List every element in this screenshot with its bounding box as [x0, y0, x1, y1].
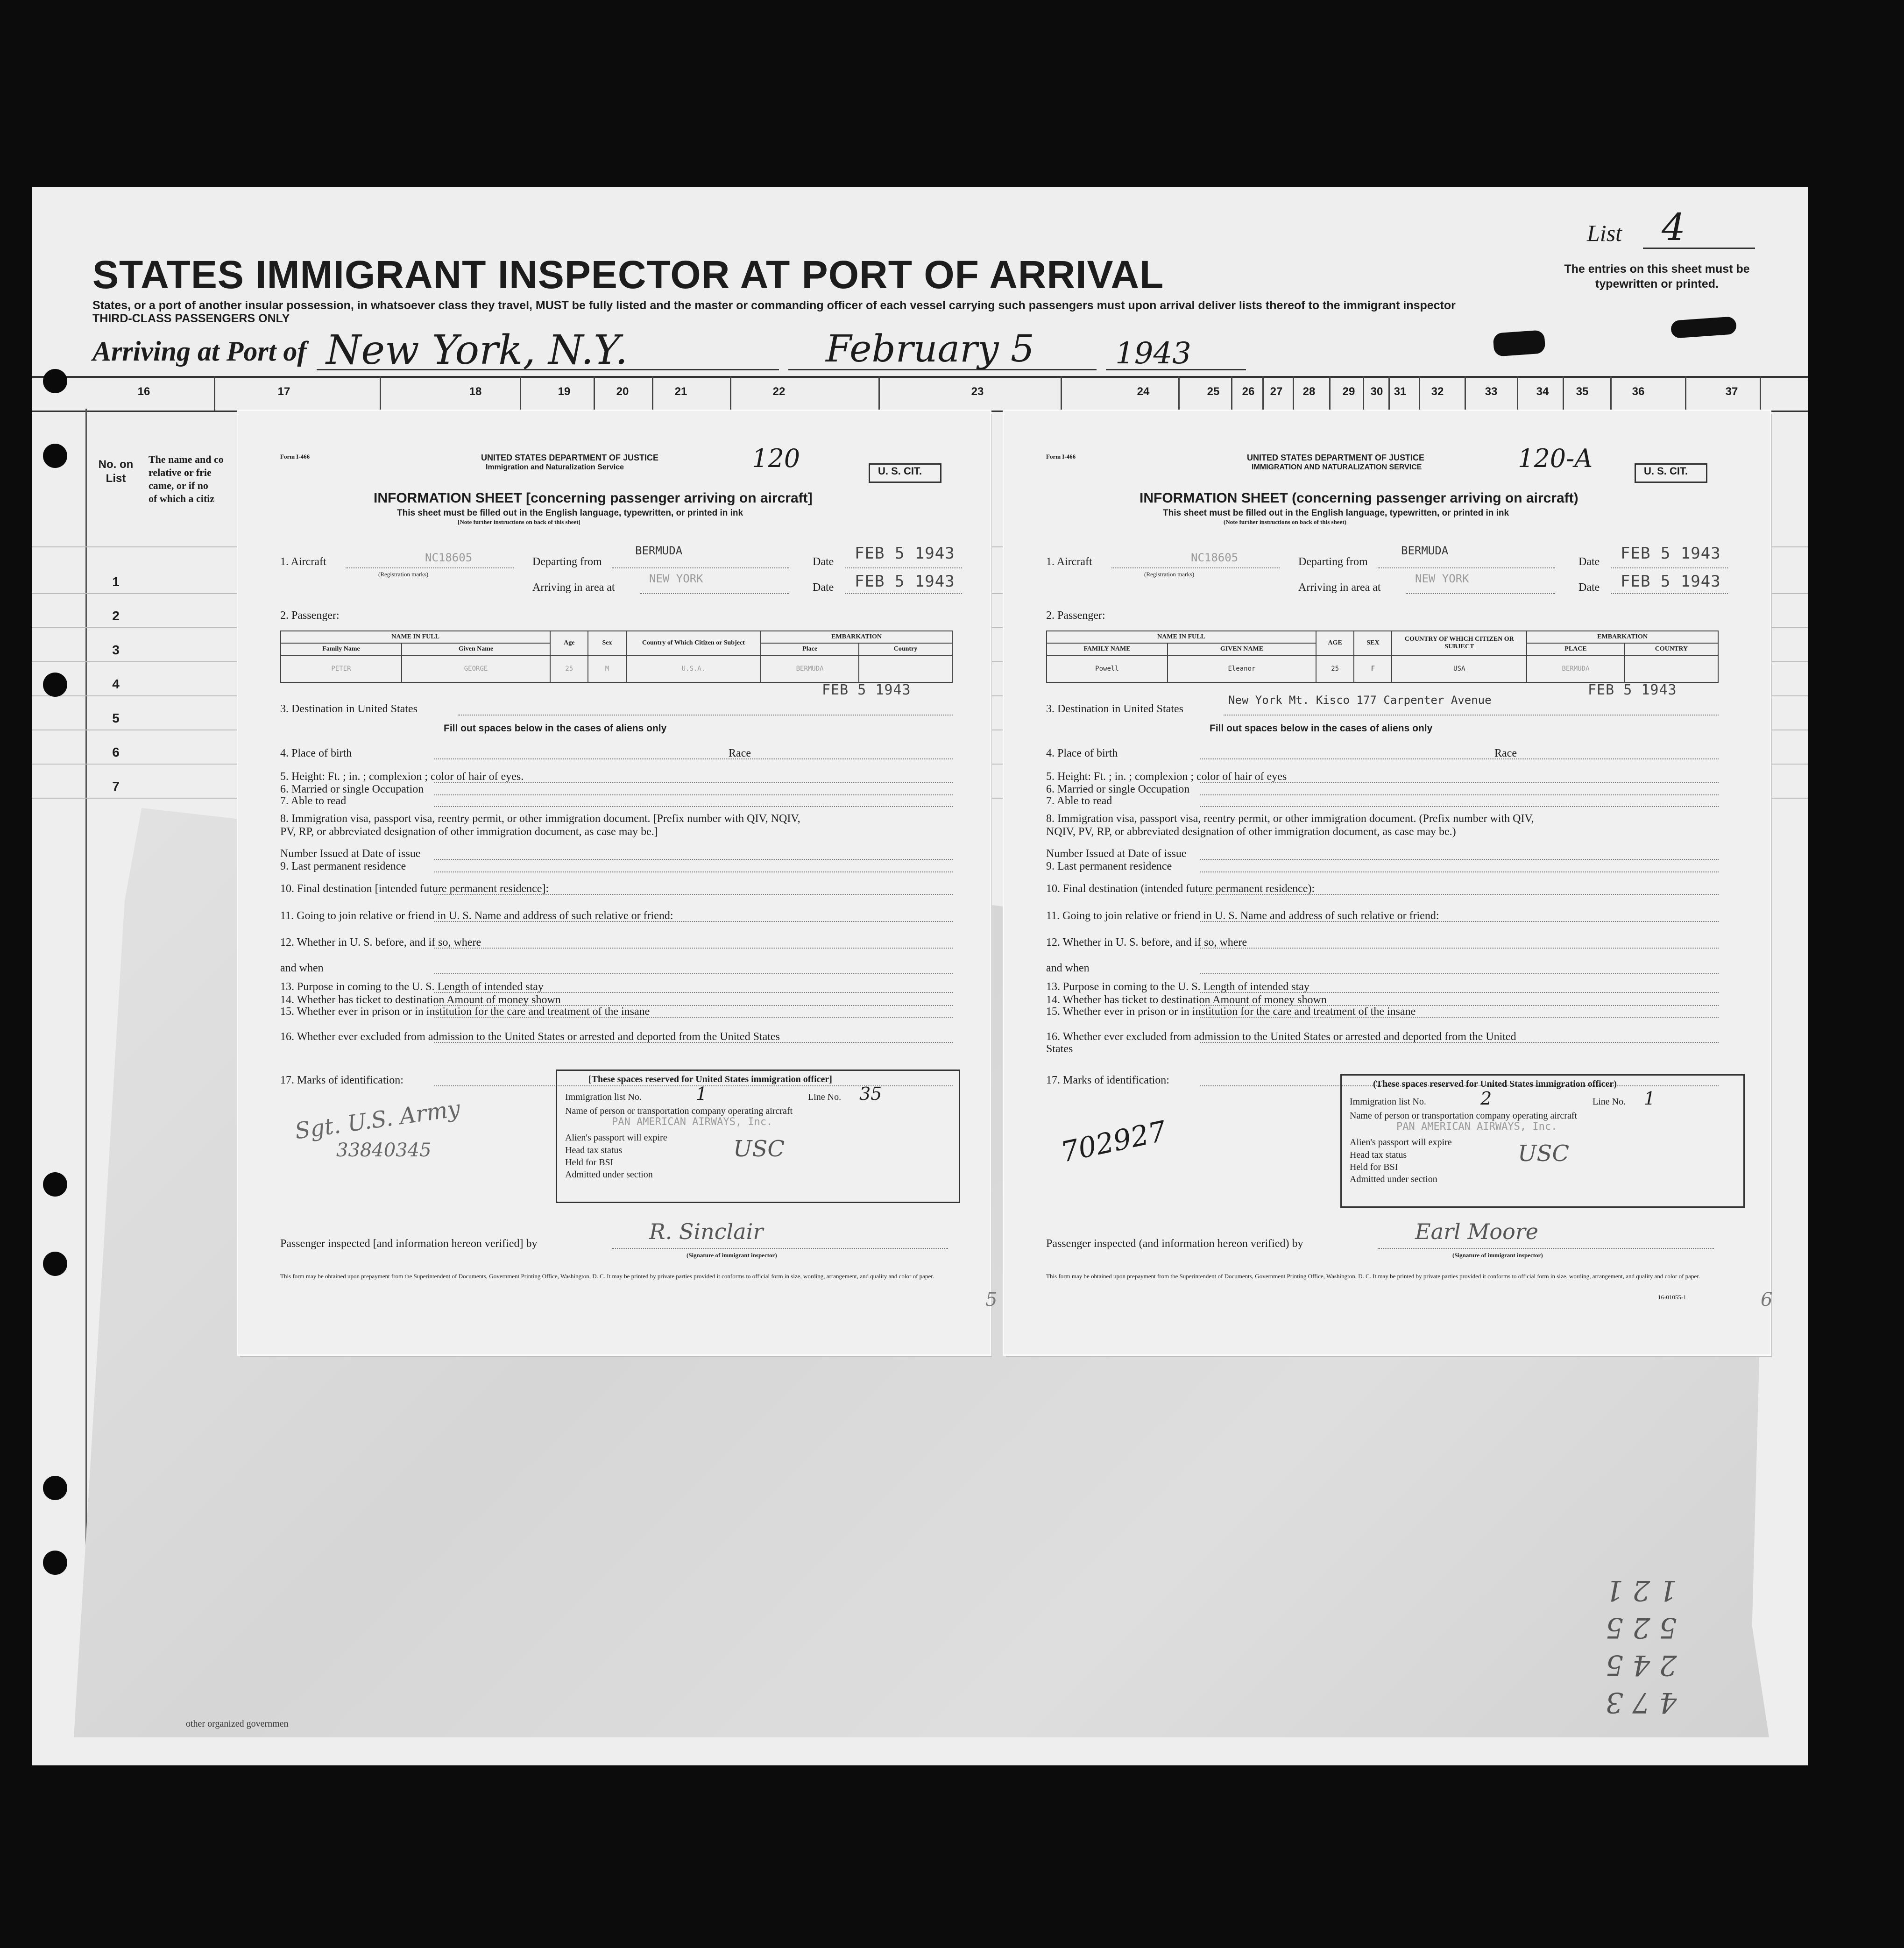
info-sheet-right: [1004, 411, 1773, 1354]
column-number: 26: [1242, 385, 1255, 398]
form-item: 6. Married or single Occupation: [1046, 783, 1190, 795]
arriving-value: NEW YORK: [649, 572, 703, 585]
port-handwritten: New York, N.Y.: [326, 327, 628, 374]
aircraft-label: 1. Aircraft: [1046, 556, 1092, 568]
list-no-value: 1: [696, 1084, 708, 1104]
aircraft-value: NC18605: [425, 551, 473, 564]
form-item: 15. Whether ever in prison or in institution for the care and treatment of the insane: [1046, 1006, 1416, 1018]
instruction-note: [Note further instructions on back of this sheet]: [458, 518, 580, 525]
inspector-signature: R. Sinclair: [649, 1219, 764, 1244]
pencil-note: 1 2 1: [1606, 1574, 1677, 1607]
column-number: 18: [469, 385, 482, 398]
form-item: 14. Whether has ticket to destination Amount of money shown: [1046, 994, 1327, 1006]
column-number: 23: [971, 385, 984, 398]
binder-hole: [43, 1252, 67, 1276]
given-name: Eleanor: [1168, 655, 1316, 682]
form-item: 4. Place of birth: [280, 747, 352, 759]
form-item: 11. Going to join relative or friend in U. S. Name and address of such relative or friend:: [1046, 910, 1439, 922]
embark-place: BERMUDA: [761, 655, 859, 682]
form-item: 17. Marks of identification:: [1046, 1074, 1169, 1086]
form-item: 8. Immigration visa, passport visa, reentry permit, or other immigration document. [Prefix number with QIV, NQIV,: [280, 813, 800, 825]
form-item: 12. Whether in U. S. before, and if so, where: [1046, 936, 1247, 949]
sex: M: [588, 655, 626, 682]
form-item: PV, RP, or abbreviated designation of other immigration document, as case may be.]: [280, 826, 658, 838]
service-number-handwritten: 33840345: [336, 1140, 432, 1161]
form-item: 12. Whether in U. S. before, and if so, where: [280, 936, 481, 949]
admitted-label: Admitted under section: [565, 1169, 653, 1180]
inspected-label: Passenger inspected (and information hereon verified) by: [1046, 1238, 1303, 1250]
column-number: 17: [277, 385, 290, 398]
company-label: Name of person or transportation company operating aircraft: [565, 1106, 793, 1116]
embark-date-stamp: FEB 5 1943: [1588, 682, 1677, 698]
inspected-label: Passenger inspected [and information hereon verified] by: [280, 1238, 538, 1250]
column-number: 19: [558, 385, 571, 398]
form-item: 5. Height: Ft. ; in. ; complexion ; color of hair of eyes.: [280, 771, 524, 783]
date-handwritten: February 5: [826, 327, 1034, 370]
head-tax-label: Head tax status: [1350, 1150, 1407, 1160]
company-value: PAN AMERICAN AIRWAYS, Inc.: [1396, 1121, 1557, 1133]
row-number: 6: [112, 745, 120, 759]
departing-label: Departing from: [1298, 556, 1368, 568]
family-name: Powell: [1047, 655, 1168, 682]
embark-place: BERMUDA: [1527, 655, 1625, 682]
form-item: and when: [280, 962, 324, 974]
signature-caption: (Signature of immigrant inspector): [1452, 1252, 1543, 1259]
form-item: 14. Whether has ticket to destination Amount of money shown: [280, 994, 561, 1006]
departing-value: BERMUDA: [635, 544, 683, 557]
form-item: and when: [1046, 962, 1090, 974]
pencil-note: 4 7 3: [1606, 1686, 1677, 1719]
page-title: STATES IMMIGRANT INSPECTOR AT PORT OF ARRIVAL: [92, 253, 1164, 297]
row-number: 7: [112, 779, 120, 793]
form-item: Number Issued at Date of issue: [280, 848, 421, 860]
column-number: 16: [137, 385, 150, 398]
company-value: PAN AMERICAN AIRWAYS, Inc.: [612, 1116, 773, 1128]
bottom-note: other organized governmen: [186, 1719, 289, 1729]
year-handwritten: 1943: [1115, 336, 1191, 371]
department-name: UNITED STATES DEPARTMENT OF JUSTICE: [1247, 453, 1425, 462]
form-item: 8. Immigration visa, passport visa, reentry permit, or other immigration document. (Prefix number with QIV,: [1046, 813, 1534, 825]
column-number: 25: [1207, 385, 1220, 398]
arrival-date-stamp: FEB 5 1943: [1621, 572, 1721, 591]
form-item: 17. Marks of identification:: [280, 1074, 403, 1086]
date-label: Date: [1578, 581, 1600, 594]
destination-label: 3. Destination in United States: [1046, 703, 1183, 715]
passenger-label: 2. Passenger:: [1046, 609, 1105, 622]
form-item: 13. Purpose in coming to the U. S. Length of intended stay: [280, 981, 544, 993]
list-label: List: [1587, 220, 1622, 246]
admitted-label: Admitted under section: [1350, 1174, 1437, 1184]
head-tax-value: USC: [1518, 1140, 1570, 1167]
row-number: 5: [112, 711, 120, 725]
aliens-heading: Fill out spaces below in the cases of aliens only: [1210, 723, 1433, 734]
registration-caption: (Registration marks): [378, 571, 429, 578]
arrival-date-stamp: FEB 5 1943: [855, 572, 955, 591]
embark-date-stamp: FEB 5 1943: [822, 682, 911, 698]
inspector-signature: Earl Moore: [1415, 1219, 1539, 1244]
bsi-label: Held for BSI: [1350, 1162, 1398, 1172]
column-number: 27: [1270, 385, 1283, 398]
sex: F: [1354, 655, 1392, 682]
instruction-note: (Note further instructions on back of this sheet): [1224, 518, 1346, 525]
ink-smudge: [1670, 316, 1737, 339]
marks-handwritten: Sgt. U.S. Army: [293, 1095, 462, 1145]
reserved-title: (These spaces reserved for United States immigration officer): [1373, 1079, 1617, 1089]
passenger-table: NAME IN FULL Age Sex Country of Which Citizen or Subject EMBARKATION Family Name Given Name Place Country PETER GEORGE 25 M U.S.A. BERMUDA: [280, 630, 953, 683]
form-item: 7. Able to read: [280, 795, 347, 807]
no-on-list-header: No. on List: [98, 458, 134, 485]
column-number: 31: [1394, 385, 1407, 398]
department-name: UNITED STATES DEPARTMENT OF JUSTICE: [481, 453, 659, 462]
aliens-heading: Fill out spaces below in the cases of aliens only: [444, 723, 667, 734]
date-stamp: FEB 5 1943: [855, 544, 955, 563]
aircraft-value: NC18605: [1191, 551, 1239, 564]
arriving-label: Arriving in area at: [532, 581, 615, 594]
citizen-box-label: U. S. CIT.: [1644, 465, 1688, 477]
line-no-label: Line No.: [1593, 1097, 1626, 1107]
column-number: 33: [1485, 385, 1498, 398]
form-item: 7. Able to read: [1046, 795, 1112, 807]
age: 25: [1316, 655, 1354, 682]
column-number: 35: [1576, 385, 1589, 398]
company-label: Name of person or transportation company operating aircraft: [1350, 1111, 1578, 1121]
column-number: 20: [616, 385, 629, 398]
citizenship: U.S.A.: [626, 655, 761, 682]
date-label: Date: [813, 581, 834, 594]
column-number: 21: [674, 385, 687, 398]
registration-caption: (Registration marks): [1144, 571, 1195, 578]
destination-label: 3. Destination in United States: [280, 703, 418, 715]
passport-label: Alien's passport will expire: [1350, 1137, 1452, 1148]
binder-hole: [43, 1476, 67, 1500]
typewriter-note: The entries on this sheet must be typewritten or printed.: [1564, 262, 1750, 290]
arriving-value: NEW YORK: [1415, 572, 1469, 585]
binder-hole: [43, 1551, 67, 1575]
form-item: 16. Whether ever excluded from admission to the United States or arrested and deported from the United: [1046, 1031, 1516, 1043]
sheet-title: INFORMATION SHEET (concerning passenger arriving on aircraft): [1140, 490, 1578, 506]
arriving-label: Arriving at Port of: [92, 336, 307, 367]
form-item: 13. Purpose in coming to the U. S. Length of intended stay: [1046, 981, 1309, 993]
ink-smudge: [1493, 330, 1545, 357]
instruction-line: This sheet must be filled out in the English language, typewritten, or printed in ink: [397, 508, 743, 518]
form-number: Form I-466: [280, 453, 310, 460]
list-no-label: Immigration list No.: [1350, 1097, 1426, 1107]
binder-hole: [43, 1172, 67, 1197]
line-no-value: 35: [859, 1084, 882, 1104]
destination-value: New York Mt. Kisco 177 Carpenter Avenue: [1228, 694, 1492, 707]
row-number: 4: [112, 677, 120, 691]
column-number: 30: [1370, 385, 1383, 398]
form-footer: This form may be obtained upon prepayment from the Superintendent of Documents, Government Printing Office, Washington, D. C. It may be printed by private parties provided it conforms to official form in size, wording, arrangement, and quality and color of paper.: [1046, 1273, 1700, 1280]
service-name: IMMIGRATION AND NATURALIZATION SERVICE: [1252, 463, 1422, 471]
form-code: 16-01055-1: [1658, 1294, 1686, 1301]
head-tax-value: USC: [733, 1136, 785, 1162]
departing-value: BERMUDA: [1401, 544, 1449, 557]
pencil-note: 2 4 5: [1606, 1649, 1677, 1681]
form-item: Number Issued at Date of issue: [1046, 848, 1187, 860]
race-label: Race: [729, 747, 751, 759]
form-item: 4. Place of birth: [1046, 747, 1118, 759]
citizenship: USA: [1392, 655, 1527, 682]
form-item: 11. Going to join relative or friend in U. S. Name and address of such relative or friend:: [280, 910, 673, 922]
col17-header: The name and co relative or frie came, or if no of which a citiz: [149, 453, 224, 504]
list-no-label: Immigration list No.: [565, 1092, 642, 1102]
form-item: 15. Whether ever in prison or in institution for the care and treatment of the insane: [280, 1006, 650, 1018]
passenger-label: 2. Passenger:: [280, 609, 340, 622]
row-number: 2: [112, 609, 120, 623]
form-item: States: [1046, 1043, 1073, 1055]
column-number: 28: [1302, 385, 1316, 398]
column-number: 32: [1431, 385, 1444, 398]
form-item: 6. Married or single Occupation: [280, 783, 424, 795]
row-number: 1: [112, 574, 120, 589]
date-stamp: FEB 5 1943: [1621, 544, 1721, 563]
sheet-title: INFORMATION SHEET [concerning passenger arriving on aircraft]: [374, 490, 813, 506]
form-item: 10. Final destination (intended future permanent residence):: [1046, 883, 1315, 895]
list-no-value: 2: [1480, 1088, 1492, 1109]
class-line: THIRD-CLASS PASSENGERS ONLY: [92, 312, 290, 325]
line-no-label: Line No.: [808, 1092, 842, 1102]
family-name: PETER: [281, 655, 402, 682]
pencil-note: 5 2 5: [1606, 1611, 1677, 1644]
departing-label: Departing from: [532, 556, 602, 568]
corner-mark: 5: [985, 1289, 998, 1310]
passport-label: Alien's passport will expire: [565, 1133, 667, 1143]
form-item: NQIV, PV, RP, or abbreviated designation of other immigration document, as case may be.): [1046, 826, 1456, 838]
info-sheet-left: [238, 411, 998, 1354]
citizen-box-label: U. S. CIT.: [878, 465, 922, 477]
arriving-label: Arriving in area at: [1298, 581, 1381, 594]
date-label: Date: [1578, 556, 1600, 568]
binder-hole: [43, 673, 67, 697]
date-label: Date: [813, 556, 834, 568]
column-number: 22: [772, 385, 786, 398]
form-item: 5. Height: Ft. ; in. ; complexion ; color of hair of eyes: [1046, 771, 1287, 783]
given-name: GEORGE: [402, 655, 550, 682]
form-footer: This form may be obtained upon prepayment from the Superintendent of Documents, Government Printing Office, Washington, D. C. It may be printed by private parties provided it conforms to official form in size, wording, arrangement, and quality and color of paper.: [280, 1273, 934, 1280]
column-number: 24: [1137, 385, 1150, 398]
marks-handwritten: 702927: [1058, 1114, 1169, 1169]
aircraft-label: 1. Aircraft: [280, 556, 326, 568]
column-number: 29: [1342, 385, 1355, 398]
list-number: 4: [1643, 205, 1755, 249]
passenger-table: NAME IN FULL AGE SEX COUNTRY OF WHICH CITIZEN OR SUBJECT EMBARKATION FAMILY NAME GIVEN NAME PLACE COUNTRY Powell Eleanor 25 F USA BERMUDA: [1046, 630, 1719, 683]
instruction-line: This sheet must be filled out in the English language, typewritten, or printed in ink: [1163, 508, 1509, 518]
form-item: 16. Whether ever excluded from admission to the United States or arrested and deported from the United States: [280, 1031, 780, 1043]
column-number: 36: [1632, 385, 1645, 398]
column-number: 34: [1536, 385, 1549, 398]
line-no-value: 1: [1644, 1088, 1656, 1109]
binder-hole: [43, 369, 67, 393]
reserved-title: [These spaces reserved for United States immigration officer]: [588, 1074, 832, 1084]
header-subtitle: States, or a port of another insular possession, in whatsoever class they travel, MUST be fully listed and the master or commanding officer of each vessel carrying such passengers must upon arrival deliver lists thereof to the immigrant inspector: [92, 299, 1456, 312]
signature-caption: (Signature of immigrant inspector): [687, 1252, 777, 1259]
binder-hole: [43, 444, 67, 468]
age: 25: [550, 655, 588, 682]
race-label: Race: [1494, 747, 1517, 759]
form-item: 10. Final destination [intended future permanent residence]:: [280, 883, 549, 895]
sheet-number-handwritten: 120: [752, 444, 800, 473]
form-item: 9. Last permanent residence: [280, 860, 406, 872]
form-item: 9. Last permanent residence: [1046, 860, 1172, 872]
row-number: 3: [112, 643, 120, 657]
sheet-number-handwritten: 120-A: [1518, 444, 1593, 473]
head-tax-label: Head tax status: [565, 1145, 623, 1155]
column-number: 37: [1725, 385, 1738, 398]
service-name: Immigration and Naturalization Service: [486, 463, 624, 471]
bsi-label: Held for BSI: [565, 1157, 614, 1168]
form-number: Form I-466: [1046, 453, 1076, 460]
corner-mark: 6: [1761, 1289, 1773, 1310]
